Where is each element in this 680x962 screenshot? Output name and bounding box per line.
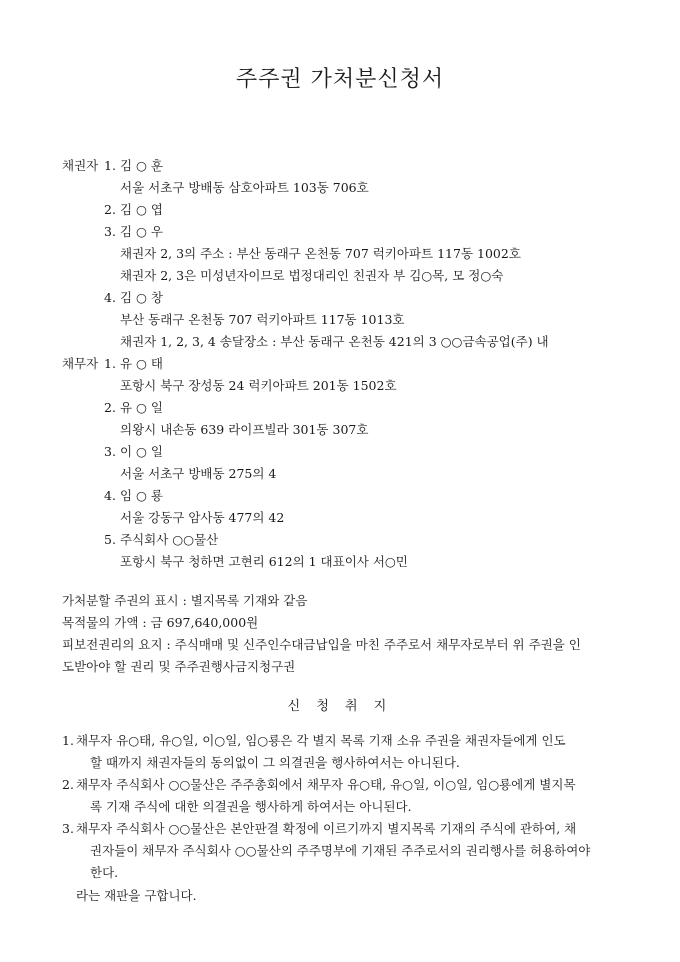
purpose-item-3-line-1: 채무자 주식회사 ○○물산은 본안판결 확정에 이르기까지 별지목록 기재의 주식에 관하여, 채 xyxy=(76,821,577,836)
debtor-4-name: 임 ○ 룡 xyxy=(120,488,164,503)
debtor-1-name: 유 ○ 태 xyxy=(120,356,164,371)
purpose-item-3-line-2: 권자들이 채무자 주식회사 ○○물산의 주주명부에 기재된 주주로서의 권리행사를 허용하여야 xyxy=(90,843,591,858)
debtor-5-no: 5. xyxy=(104,532,116,547)
debtor-3-no: 3. xyxy=(104,444,116,459)
closing-text: 라는 재판을 구합니다. xyxy=(76,888,197,903)
creditor-1-address: 서울 서초구 방배동 삼호아파트 103동 706호 xyxy=(120,180,369,195)
purpose-item-2-line-2: 록 기재 주식에 대한 의결권을 행사하게 하여서는 아니된다. xyxy=(90,799,412,814)
seizure-target: 가처분할 주권의 표시 : 별지목록 기재와 같음 xyxy=(62,593,308,608)
purpose-heading: 신 청 취 지 xyxy=(287,699,393,714)
creditor-3-line-2: 채권자 2, 3은 미성년자이므로 법정대리인 친권자 부 김○목, 모 정○숙 xyxy=(120,268,504,283)
debtor-4-address: 서울 강동구 암사동 477의 42 xyxy=(120,510,285,525)
purpose-item-1-line-1: 채무자 유○태, 유○일, 이○일, 임○룡은 각 별지 목록 기재 소유 주권을 채권자들에게 인도 xyxy=(76,733,566,748)
purpose-item-2-text xyxy=(76,777,576,815)
document-title: 주주권 가처분신청서 xyxy=(235,67,445,92)
debtor-2-no: 2. xyxy=(104,400,116,415)
purpose-item-3-text xyxy=(76,821,590,881)
creditor-4-name: 김 ○ 창 xyxy=(120,290,164,305)
creditor-1-name: 김 ○ 훈 xyxy=(120,158,164,173)
target-value: 목적물의 가액 : 금 697,640,000원 xyxy=(62,615,259,630)
protected-right-line-1: 피보전권리의 요지 : 주식매매 및 신주인수대금납입을 마친 주주로서 채무자로부터 위 주권을 인 xyxy=(62,637,581,652)
debtor-4-no: 4. xyxy=(104,488,116,503)
debtor-label: 채무자 xyxy=(62,356,99,371)
creditor-4-line-2: 채권자 1, 2, 3, 4 송달장소 : 부산 동래구 온천동 421의 3 ○○금속공업(주) 내 xyxy=(120,334,549,349)
purpose-item-2-no: 2. xyxy=(62,777,74,792)
debtor-1-address: 포항시 북구 장성동 24 럭키아파트 201동 1502호 xyxy=(120,378,397,393)
debtor-5-address: 포항시 북구 청하면 고현리 612의 1 대표이사 서○민 xyxy=(120,554,408,569)
purpose-item-1-text xyxy=(76,733,566,771)
debtor-2-address: 의왕시 내손동 639 라이프빌라 301동 307호 xyxy=(120,422,369,437)
purpose-item-1-no: 1. xyxy=(62,733,74,748)
protected-right-line-2: 도받아야 할 권리 및 주주권행사금지청구권 xyxy=(62,659,296,674)
creditor-4-line-1: 부산 동래구 온천동 707 럭키아파트 117동 1013호 xyxy=(120,312,405,327)
creditor-3-name: 김 ○ 우 xyxy=(120,224,164,239)
creditor-3-no: 3. xyxy=(104,224,116,239)
debtor-3-address: 서울 서초구 방배동 275의 4 xyxy=(120,466,277,481)
purpose-item-3-line-3: 한다. xyxy=(90,865,119,880)
creditor-3-line-1: 채권자 2, 3의 주소 : 부산 동래구 온천동 707 럭키아파트 117동 1002호 xyxy=(120,246,521,261)
purpose-item-1-line-2: 할 때까지 채권자들의 동의없이 그 의결권을 행사하여서는 아니된다. xyxy=(90,755,460,770)
creditor-1-no: 1. xyxy=(104,158,116,173)
purpose-item-2-line-1: 채무자 주식회사 ○○물산은 주주총회에서 채무자 유○태, 유○일, 이○일, 임○룡에게 별지목 xyxy=(76,777,576,792)
purpose-item-3-no: 3. xyxy=(62,821,74,836)
creditor-4-no: 4. xyxy=(104,290,116,305)
creditor-2-no: 2. xyxy=(104,202,116,217)
debtor-5-name: 주식회사 ○○물산 xyxy=(120,532,219,547)
creditor-2-name: 김 ○ 엽 xyxy=(120,202,164,217)
creditor-label: 채권자 xyxy=(62,158,99,173)
debtor-3-name: 이 ○ 일 xyxy=(120,444,164,459)
debtor-1-no: 1. xyxy=(104,356,116,371)
debtor-2-name: 유 ○ 일 xyxy=(120,400,164,415)
